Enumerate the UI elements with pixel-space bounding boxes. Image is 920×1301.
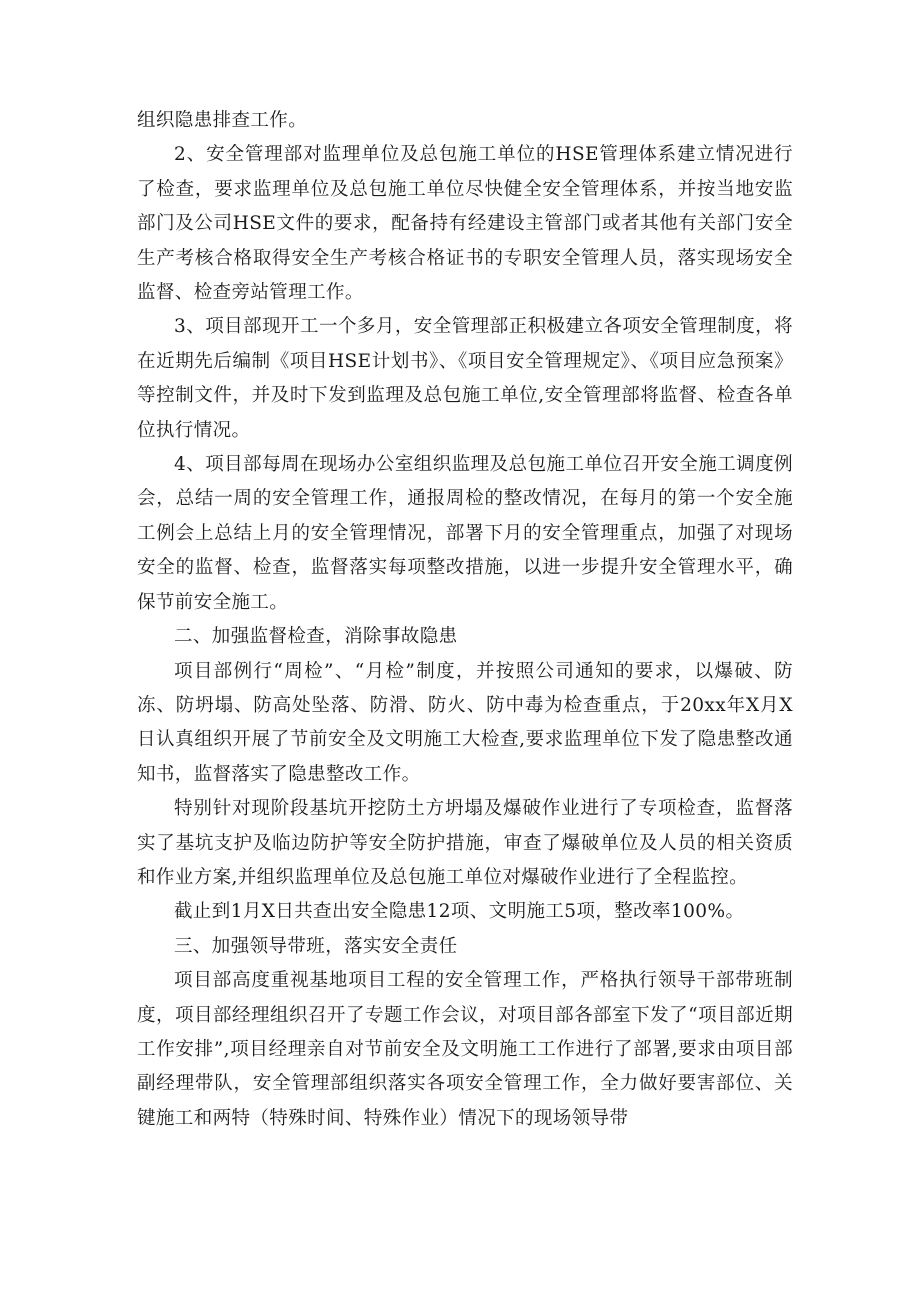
paragraph-item-2: 2、安全管理部对监理单位及总包施工单位的HSE管理体系建立情况进行了检查，要求监理单位及总包施工单位尽快健全安全管理体系，并按当地安监部门及公司HSE文件的要求，配备持有经建设主管部门或者其他有关部门安全生产考核合格取得安全生产考核合格证书的专职安全管理人员，落实现场安全监督、检查旁站管理工作。	[137, 144, 793, 304]
paragraph-special-inspection: 特别针对现阶段基坑开挖防土方坍塌及爆破作业进行了专项检查，监督落实了基坑支护及临边防护等安全防护措施，审查了爆破单位及人员的相关资质和作业方案,并组织监理单位及总包施工单位对爆破作业进行了全程监控。	[137, 798, 793, 888]
paragraph-leadership: 项目部高度重视基地项目工程的安全管理工作，严格执行领导干部带班制度，项目部经理组织召开了专题工作会议，对项目部各部室下发了“项目部近期工作安排”,项目经理亲自对节前安全及文明施工工作进行了部署,要求由项目部副经理带队，安全管理部组织落实各项安全管理工作，全力做好要害部位、关键施工和两特（特殊时间、特殊作业）情况下的现场领导带	[137, 970, 793, 1129]
section-heading-3: 三、加强领导带班，落实安全责任	[174, 935, 458, 957]
paragraph-item-3: 3、项目部现开工一个多月，安全管理部正积极建立各项安全管理制度，将在近期先后编制《项目HSE计划书》、《项目安全管理规定》、《项目应急预案》等控制文件，并及时下发到监理及总包施工单位,安全管理部将监督、检查各单位执行情况。	[137, 316, 793, 441]
paragraph-item-4: 4、项目部每周在现场办公室组织监理及总包施工单位召开安全施工调度例会，总结一周的安全管理工作，通报周检的整改情况，在每月的第一个安全施工例会上总结上月的安全管理情况，部署下月的安全管理重点，加强了对现场安全的监督、检查，监督落实每项整改措施，以进一步提升安全管理水平，确保节前安全施工。	[137, 454, 793, 613]
paragraph-statistics: 截止到1月X日共查出安全隐患12项、文明施工5项，整改率100%。	[174, 901, 745, 923]
section-heading-2: 二、加强监督检查，消除事故隐患	[174, 626, 458, 648]
document-body	[137, 104, 793, 1136]
paragraph-continuation: 组织隐患排查工作。	[137, 110, 308, 131]
paragraph-inspection: 项目部例行“周检”、“月检”制度，并按照公司通知的要求，以爆破、防冻、防坍塌、防高处坠落、防滑、防火、防中毒为检查重点，于20xx年X月X日认真组织开展了节前安全及文明施工大检查,要求监理单位下发了隐患整改通知书，监督落实了隐患整改工作。	[137, 660, 793, 785]
